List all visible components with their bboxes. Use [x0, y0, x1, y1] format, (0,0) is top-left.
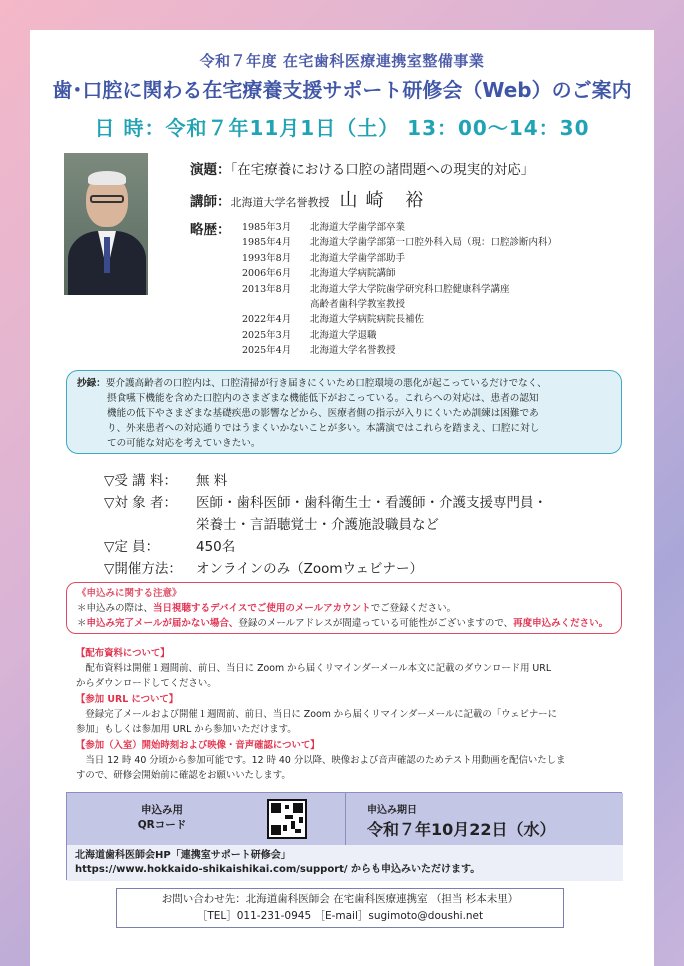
- lecture-label: 演題：: [190, 162, 231, 178]
- contact-line: ［TEL］011-231-0945 ［E-mail］sugimoto@doushi.net: [196, 910, 484, 922]
- photo-hair: [88, 171, 126, 185]
- abstract-line: [77, 376, 611, 391]
- abstract-line: り、外来患者への対応通りではうまくいかないことが多い。本講演ではこれらを踏まえ、口腔に対し: [107, 423, 540, 434]
- event-datetime: 日 時：令和７年11月1日（土） 13：00〜14：30: [94, 116, 590, 140]
- abstract-label: 抄録：: [77, 378, 106, 389]
- section-join-url: [76, 692, 626, 737]
- career-year: [242, 297, 310, 312]
- career-item: [242, 343, 557, 358]
- career-list: [242, 220, 557, 359]
- career-item: [242, 220, 557, 235]
- abstract-box: [66, 370, 622, 454]
- qr-label: [107, 803, 217, 833]
- career-item: [242, 266, 557, 281]
- lecturer-affiliation: 北海道大学名誉教授: [230, 196, 330, 209]
- notice-line: [77, 616, 611, 631]
- abstract-line: 摂食嚥下機能を含めた口腔内のさまざまな機能低下がおこっている。これらへの対応は、患者の認知: [107, 393, 539, 404]
- section-materials: [76, 646, 626, 691]
- notice-line: [77, 601, 611, 616]
- lecturer-photo: [64, 153, 148, 295]
- notice-text: ＊: [77, 618, 87, 629]
- section-heading: 【配布資料について】: [76, 648, 170, 659]
- career-text: 北海道大学大学院歯学研究科口腔健康科学講座: [310, 283, 510, 295]
- notice-highlight: 申込み完了メールが届かない場合、: [86, 618, 239, 629]
- section-line: 登録完了メールおよび開催１週間前、前日、当日に Zoom から届くリマインダーメールに記載の「ウェビナーに: [76, 709, 558, 720]
- photo-glasses: [90, 195, 124, 203]
- abstract-line: ての可能な対応を考えていきたい。: [107, 438, 261, 449]
- career-year: 1985年3月: [242, 222, 292, 233]
- qr-code-icon[interactable]: [267, 799, 307, 839]
- section-line: 参加」もしくは参加用 URL から参加いただけます。: [76, 724, 297, 735]
- deadline-label: 申込み期日: [367, 805, 417, 816]
- event-info: [104, 470, 547, 580]
- lecturer-name: 山崎 裕: [339, 190, 432, 211]
- info-value: オンラインのみ（Zoomウェビナー）: [196, 561, 423, 577]
- lecture-title: 「在宅療養における口腔の諸問題への現実的対応」: [230, 162, 535, 178]
- career-year: 2025年4月: [242, 345, 292, 357]
- section-heading: 【参加 URL について】: [76, 694, 179, 705]
- career-text: 北海道大学病院講師: [310, 268, 396, 280]
- career-label: 略歴：: [190, 222, 231, 238]
- info-key: [104, 514, 196, 536]
- application-top: [67, 793, 623, 845]
- career-item: [242, 282, 557, 297]
- section-line: からダウンロードしてください。: [76, 678, 217, 689]
- career-year: 2013年8月: [242, 283, 292, 295]
- notice-text: 登録のメールアドレスが間違っている可能性がございますので、: [238, 618, 514, 629]
- info-value: 450名: [196, 539, 236, 555]
- career-text: 高齢者歯科学教室教授: [310, 299, 406, 311]
- info-value: 栄養士・言語聴覚士・介護施設職員など: [196, 517, 439, 533]
- info-key: ▽定 員：: [104, 539, 160, 555]
- qr-label-line: QRコード: [137, 819, 187, 831]
- flyer-sheet: [30, 30, 654, 966]
- application-url[interactable]: https://www.hokkaido-shikaishikai.com/support/ からも申込みいただけます。: [75, 864, 481, 875]
- career-item: [242, 251, 557, 266]
- info-key: ▽受 講 料：: [104, 473, 177, 489]
- registration-notice: [66, 582, 622, 634]
- notice-text: でご登録ください。: [370, 603, 457, 614]
- lecture-title-line: [190, 158, 534, 178]
- notice-highlight: 再度申込みください。: [513, 618, 609, 629]
- deadline-date: 令和７年10月22日（水）: [367, 820, 556, 839]
- career-text: 北海道大学退職: [310, 329, 377, 341]
- info-row: [104, 470, 547, 492]
- notice-text: ＊申込みの際は、: [77, 603, 154, 614]
- info-value: 医師・歯科医師・歯科衛生士・看護師・介護支援専門員・: [196, 495, 547, 511]
- qr-label-line: 申込み用: [141, 804, 183, 816]
- lecturer-label: 講師：: [190, 194, 231, 210]
- notice-highlight: 当日視聴するデバイスでご使用のメールアカウント: [153, 603, 371, 614]
- info-value: 無 料: [196, 473, 228, 489]
- career-text: 北海道大学名誉教授: [310, 345, 396, 357]
- lecturer-line: [190, 186, 431, 212]
- info-row: [104, 514, 547, 536]
- application-box: [66, 792, 622, 880]
- info-row: [104, 536, 547, 558]
- career-year: 1993年8月: [242, 252, 292, 264]
- info-row: [104, 492, 547, 514]
- career-year: 1985年4月: [242, 237, 292, 249]
- application-web: [67, 845, 623, 881]
- career-item: [242, 312, 557, 327]
- info-row: [104, 558, 547, 580]
- section-line: 当日 12 時 40 分頃から参加可能です。12 時 40 分以降、映像および音声確認のためテスト用動画を配信いたしま: [76, 755, 566, 766]
- section-line: 配布資料は開催１週間前、前日、当日に Zoom から届くリマインダーメール本文に記載のダウンロード用 URL: [76, 663, 552, 674]
- notice-title: 《申込みに関する注意》: [77, 588, 182, 599]
- info-key: ▽対 象 者：: [104, 495, 177, 511]
- abstract-line: 機能の低下やさまざまな基礎疾患の影響などから、医療者側の指示が入りにくいため訓練は困難であ: [107, 408, 539, 419]
- site-name: 北海道歯科医師会HP「連携室サポート研修会」: [75, 850, 291, 861]
- career-year: 2022年4月: [242, 314, 292, 326]
- info-key: ▽開催方法：: [104, 561, 182, 577]
- career-text: 北海道大学歯学部第一口腔外科入局（現：口腔診断内科）: [310, 237, 558, 249]
- career-item: [242, 297, 557, 312]
- contact-line: お問い合わせ先：北海道歯科医師会 在宅歯科医療連携室 （担当 杉本未里）: [161, 893, 519, 905]
- section-line: すので、研修会開始前に確認をお願いいたします。: [76, 770, 291, 781]
- career-text: 北海道大学歯学部助手: [310, 252, 406, 264]
- section-heading: 【参加（入室）開始時刻および映像・音声確認について】: [76, 740, 320, 751]
- section-entry-time: [76, 738, 626, 783]
- career-text: 北海道大学病院病院長補佐: [310, 314, 425, 326]
- career-year: 2006年6月: [242, 268, 292, 280]
- contact-box: [116, 888, 564, 928]
- abstract-text: 要介護高齢者の口腔内は、口腔清掃が行き届きにくいため口腔環境の悪化が起こっているだけでなく、: [105, 378, 547, 389]
- program-name: 令和７年度 在宅歯科医療連携室整備事業: [199, 52, 485, 70]
- photo-tie: [104, 237, 110, 273]
- divider: [345, 793, 346, 845]
- page-title: 歯･口腔に関わる在宅療養支援サポート研修会（Web）のご案内: [52, 78, 632, 102]
- career-year: 2025年3月: [242, 329, 292, 341]
- career-item: [242, 235, 557, 250]
- career-text: 北海道大学歯学部卒業: [310, 222, 406, 233]
- career-item: [242, 328, 557, 343]
